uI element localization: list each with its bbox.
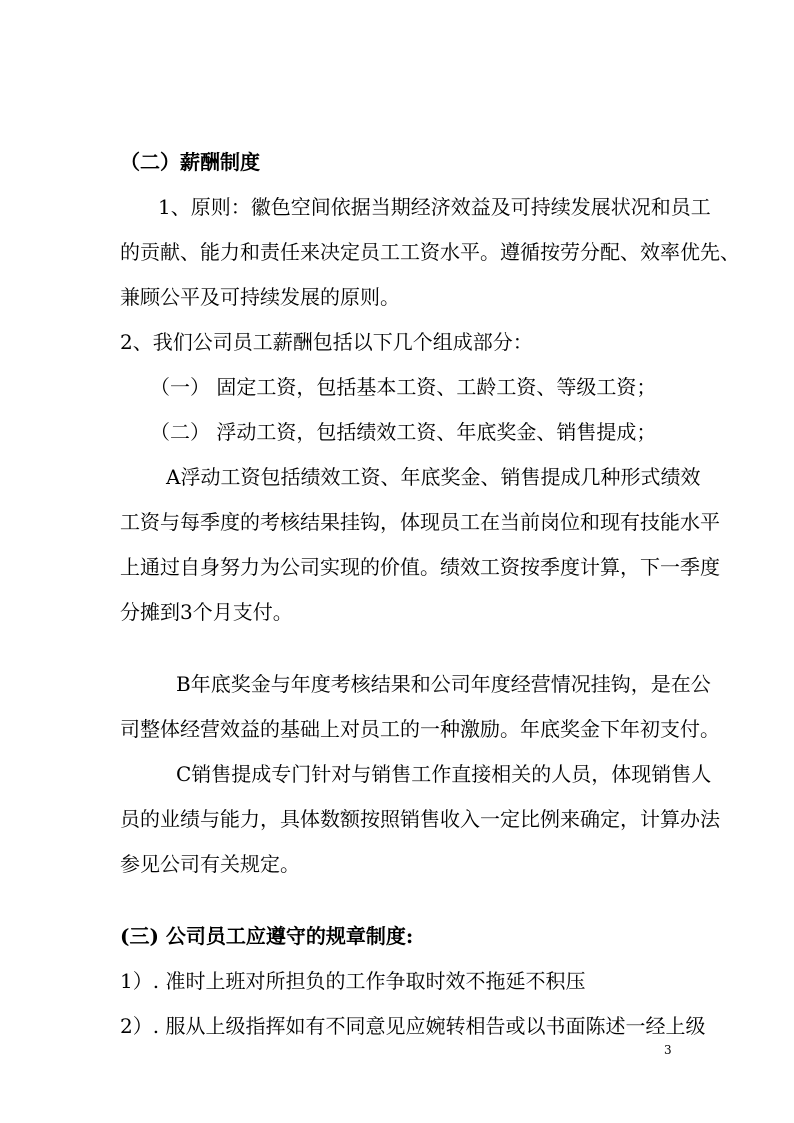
paragraph-c-line-1: C销售提成专门针对与销售工作直接相关的人员，体现销售人 — [176, 762, 712, 786]
paragraph-a-line-2: 工资与每季度的考核结果挂钩，体现员工在当前岗位和现有技能水平 — [120, 510, 720, 534]
paragraph-b-line-2: 司整体经营效益的基础上对员工的一种激励。年底奖金下年初支付。 — [120, 717, 720, 741]
principle-line-2: 的贡献、能力和责任来决定员工工资水平。遵循按劳分配、效率优先、 — [120, 240, 740, 264]
principle-line-1: 1、原则：徽色空间依据当期经济效益及可持续发展状况和员工 — [158, 195, 711, 219]
component-fixed-wage: （一） 固定工资，包括基本工资、工龄工资、等级工资； — [150, 375, 657, 399]
paragraph-a-line-4: 分摊到3个月支付。 — [120, 600, 293, 624]
section-heading-rules: (三) 公司员工应遵守的规章制度: — [120, 924, 414, 948]
component-floating-wage: （二） 浮动工资，包括绩效工资、年底奖金、销售提成； — [150, 420, 657, 444]
section-heading-salary: （二）薪酬制度 — [120, 150, 260, 174]
paragraph-a-line-1: A浮动工资包括绩效工资、年底奖金、销售提成几种形式绩效 — [166, 465, 701, 489]
principle-line-3: 兼顾公平及可持续发展的原则。 — [120, 285, 400, 309]
page-number: 3 — [664, 1043, 672, 1057]
paragraph-a-line-3: 上通过自身努力为公司实现的价值。绩效工资按季度计算，下一季度 — [120, 555, 720, 579]
rule-item-1: 1）. 准时上班对所担负的工作争取时效不拖延不积压 — [120, 969, 586, 993]
paragraph-c-line-2: 员的业绩与能力，具体数额按照销售收入一定比例来确定，计算办法 — [120, 807, 720, 831]
paragraph-b-line-1: B年底奖金与年度考核结果和公司年度经营情况挂钩，是在公 — [176, 672, 711, 696]
paragraph-c-line-3: 参见公司有关规定。 — [120, 852, 300, 876]
salary-components-intro: 2、我们公司员工薪酬包括以下几个组成部分： — [120, 330, 533, 354]
rule-item-2: 2）. 服从上级指挥如有不同意见应婉转相告或以书面陈述一经上级 — [120, 1014, 706, 1038]
